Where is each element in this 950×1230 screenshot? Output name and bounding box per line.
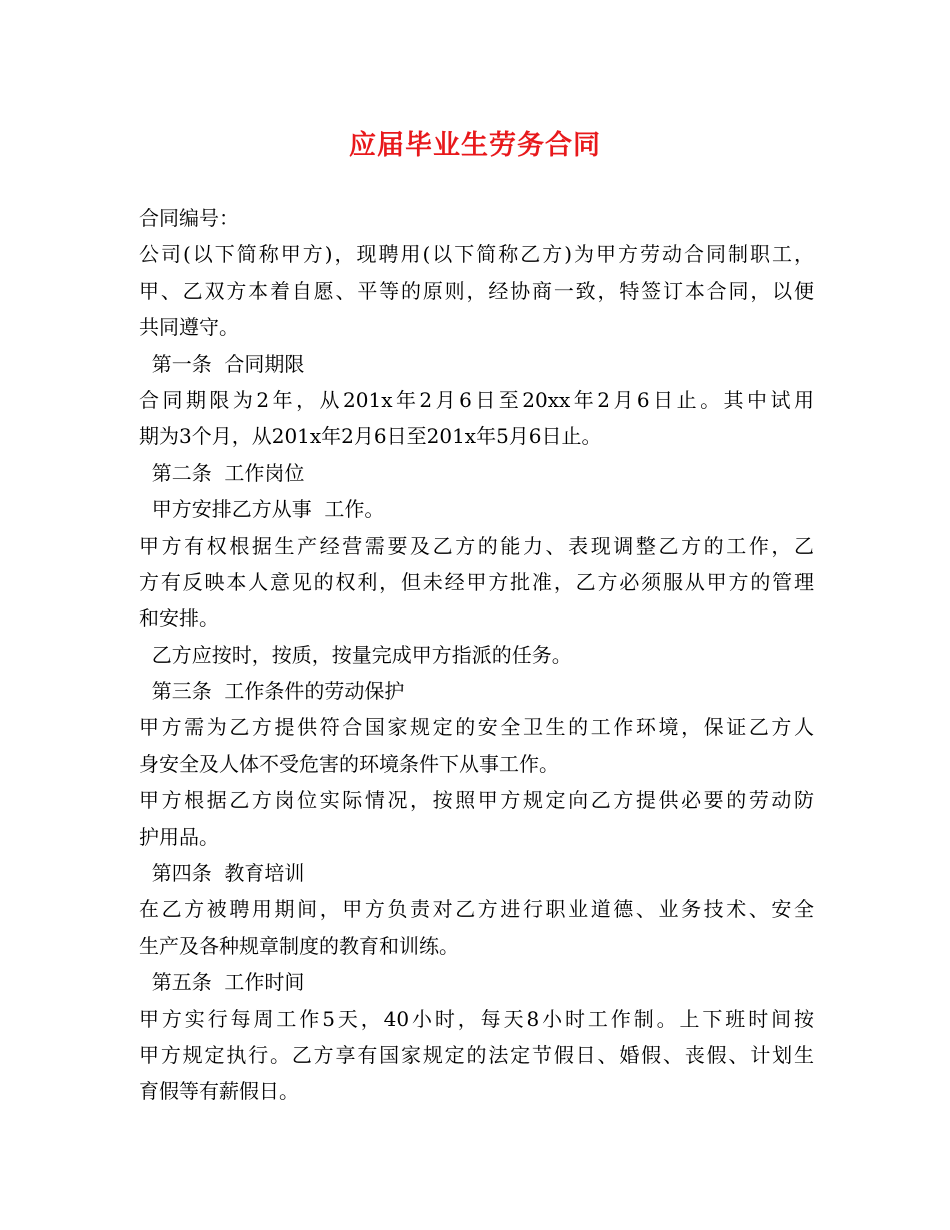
body-line: 和安排。 — [139, 606, 219, 631]
article-heading: 第三条 工作条件的劳动保护 — [139, 679, 405, 704]
body-line: 甲方实行每周工作5天，40小时，每天8小时工作制。上下班时间按 — [139, 1006, 814, 1031]
article-heading: 第四条 教育培训 — [139, 861, 305, 886]
body-line: 生产及各种规章制度的教育和训练。 — [139, 933, 459, 958]
body-line: 身安全及人体不受危害的环境条件下从事工作。 — [139, 751, 559, 776]
body-line: 期为3个月，从201x年2月6日至201x年5月6日止。 — [139, 424, 602, 449]
body-line: 甲方安排乙方从事 工作。 — [139, 497, 385, 522]
body-line: 甲方需为乙方提供符合国家规定的安全卫生的工作环境，保证乙方人 — [139, 715, 814, 740]
document-title: 应届毕业生劳务合同 — [349, 130, 601, 161]
body-line: 甲、乙双方本着自愿、平等的原则，经协商一致，特签订本合同，以便 — [139, 278, 814, 303]
body-line: 公司(以下简称甲方)，现聘用(以下简称乙方)为甲方劳动合同制职工， — [139, 242, 814, 267]
body-line: 合同期限为2年，从201x年2月6日至20xx年2月6日止。其中试用 — [139, 387, 814, 412]
body-line: 在乙方被聘用期间，甲方负责对乙方进行职业道德、业务技术、安全 — [139, 897, 814, 922]
article-heading: 第二条 工作岗位 — [139, 460, 305, 485]
body-line: 方有反映本人意见的权利，但未经甲方批准，乙方必须服从甲方的管理 — [139, 569, 814, 594]
contract-number-label: 合同编号： — [139, 206, 239, 230]
body-line: 育假等有薪假日。 — [139, 1079, 299, 1104]
body-line: 甲方规定执行。乙方享有国家规定的法定节假日、婚假、丧假、计划生 — [139, 1042, 814, 1067]
body-line: 乙方应按时，按质，按量完成甲方指派的任务。 — [139, 642, 572, 667]
article-heading: 第一条 合同期限 — [139, 351, 305, 376]
body-line: 共同遵守。 — [139, 315, 239, 340]
document-body — [139, 200, 814, 1110]
body-line: 护用品。 — [139, 824, 219, 849]
article-heading: 第五条 工作时间 — [139, 970, 305, 995]
body-line: 甲方有权根据生产经营需要及乙方的能力、表现调整乙方的工作，乙 — [139, 533, 814, 558]
body-line: 甲方根据乙方岗位实际情况，按照甲方规定向乙方提供必要的劳动防 — [139, 788, 814, 813]
